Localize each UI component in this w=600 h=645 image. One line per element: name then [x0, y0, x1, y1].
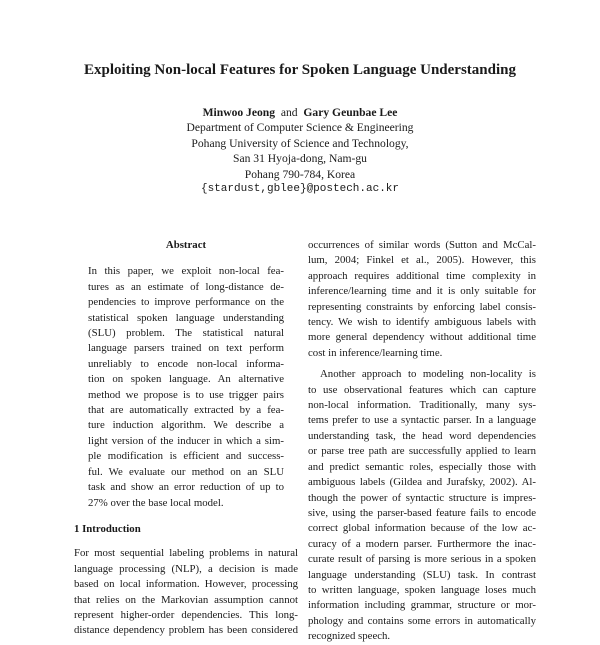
body-line: cost in inference/learning time.	[308, 346, 443, 359]
abstract-line: task and show an error reduction of up to	[88, 481, 284, 494]
abstract-body	[88, 264, 284, 511]
affiliation-line: Department of Computer Science & Engineering	[186, 121, 414, 135]
author-email: {stardust,gblee}@postech.ac.kr	[200, 183, 400, 196]
intro-line: based on local information. However, processing	[74, 578, 298, 591]
body-line: or parse tree path are successfully applied to learn	[308, 445, 536, 458]
author-conjunction: and	[280, 106, 298, 119]
abstract-line: tures as an estimate of long-distance de-	[88, 280, 284, 293]
body-line: more general dependency without additional time	[308, 331, 536, 344]
abstract-line: tion on spoken language. An alternative	[88, 373, 284, 386]
body-line: sive, using the parser-based feature fails to encode	[308, 506, 536, 519]
abstract-line: ture induction algorithm. We describe a	[88, 419, 284, 432]
abstract-line: language parsers trained on text perform	[88, 342, 284, 355]
body-line: curacy of a modern parser. Furthermore the inac-	[308, 537, 536, 550]
body-line: correct global information because of the low ac-	[308, 522, 536, 535]
body-line: and predict semantic roles, especially those with	[308, 460, 536, 473]
author-2: Gary Geunbae Lee	[303, 106, 398, 119]
intro-line: represent higher-order dependencies. This long-	[74, 608, 298, 621]
body-line: recognized speech.	[308, 630, 391, 643]
intro-line: For most sequential labeling problems in natural	[74, 547, 298, 560]
body-line: though the power of syntactic structure is impres-	[308, 491, 536, 504]
author-names	[0, 105, 600, 120]
abstract-line: (SLU) problem. The statistical natural	[88, 327, 284, 340]
introduction-body	[74, 546, 298, 638]
body-line: to use observational features which can capture	[308, 383, 536, 396]
body-line: language understanding (SLU) task. In contrast	[308, 568, 536, 581]
body-line: curate result of parsing is more serious in a spoken	[308, 553, 536, 566]
abstract-heading: Abstract	[165, 239, 207, 251]
body-line: tency. We wish to identify ambiguous labels with	[308, 316, 536, 329]
body-line: tems prefer to use a syntactic parser. In a language	[308, 414, 536, 427]
body-line: approach requires additional time complexity in	[308, 269, 536, 282]
affiliation-line: Pohang 790-784, Korea	[244, 167, 356, 181]
abstract-line: In this paper, we exploit non-local fea-	[88, 265, 284, 278]
body-line: ambiguous labels (Gildea and Jurafsky, 2002). Al-	[308, 476, 536, 489]
body-line: to written language, spoken language loses much	[308, 583, 536, 596]
abstract-line: ple modification is efficient and success-	[88, 450, 284, 463]
author-1: Minwoo Jeong	[202, 106, 276, 119]
intro-line: language processing (NLP), a decision is made	[74, 562, 298, 575]
section-heading-introduction: 1 Introduction	[74, 522, 141, 535]
abstract-line: unreliably to encode non-local informa-	[88, 357, 284, 370]
abstract-line: 27% over the base local model.	[88, 496, 224, 509]
intro-line: distance dependency problem has been considered	[74, 624, 298, 637]
body-line: understanding task, the head word dependencies	[308, 429, 536, 442]
right-column	[308, 238, 536, 645]
body-line: representing constraints by enforcing label consis-	[308, 300, 536, 313]
abstract-line: light version of the inducer in which a sim-	[88, 434, 284, 447]
body-line: information including grammar, structure or mor-	[308, 599, 536, 612]
abstract-line: ful. We evaluate our method on an SLU	[88, 465, 284, 478]
affiliation-line: Pohang University of Science and Technology,	[191, 136, 409, 150]
abstract-line: that are automatically extracted by a fea-	[88, 404, 284, 417]
body-line: lum, 2004; Finkel et al., 2005). However, this	[308, 254, 536, 267]
author-block	[0, 105, 600, 197]
body-line: occurrences of similar words (Sutton and McCal-	[308, 239, 536, 251]
intro-line: that relies on the Markovian assumption cannot	[74, 593, 298, 606]
body-line: phology and contains some errors in automatically	[308, 614, 536, 627]
paragraph-2	[308, 367, 536, 644]
affiliation-line: San 31 Hyoja-dong, Nam-gu	[233, 152, 367, 166]
paragraph-1	[308, 238, 536, 361]
paper-title: Exploiting Non-local Features for Spoken Language Understanding	[83, 62, 516, 78]
body-line: inference/learning time and it is only suitable for	[308, 285, 536, 298]
abstract-line: statistical spoken language understanding	[88, 311, 284, 324]
abstract-line: pendencies to improve performance on the	[88, 296, 284, 309]
abstract-line: method we propose is to use trigger pairs	[88, 388, 284, 401]
left-column	[74, 238, 298, 639]
body-line: non-local information. Traditionally, many sys-	[308, 399, 536, 412]
body-line: Another approach to modeling non-locality is	[320, 368, 536, 381]
